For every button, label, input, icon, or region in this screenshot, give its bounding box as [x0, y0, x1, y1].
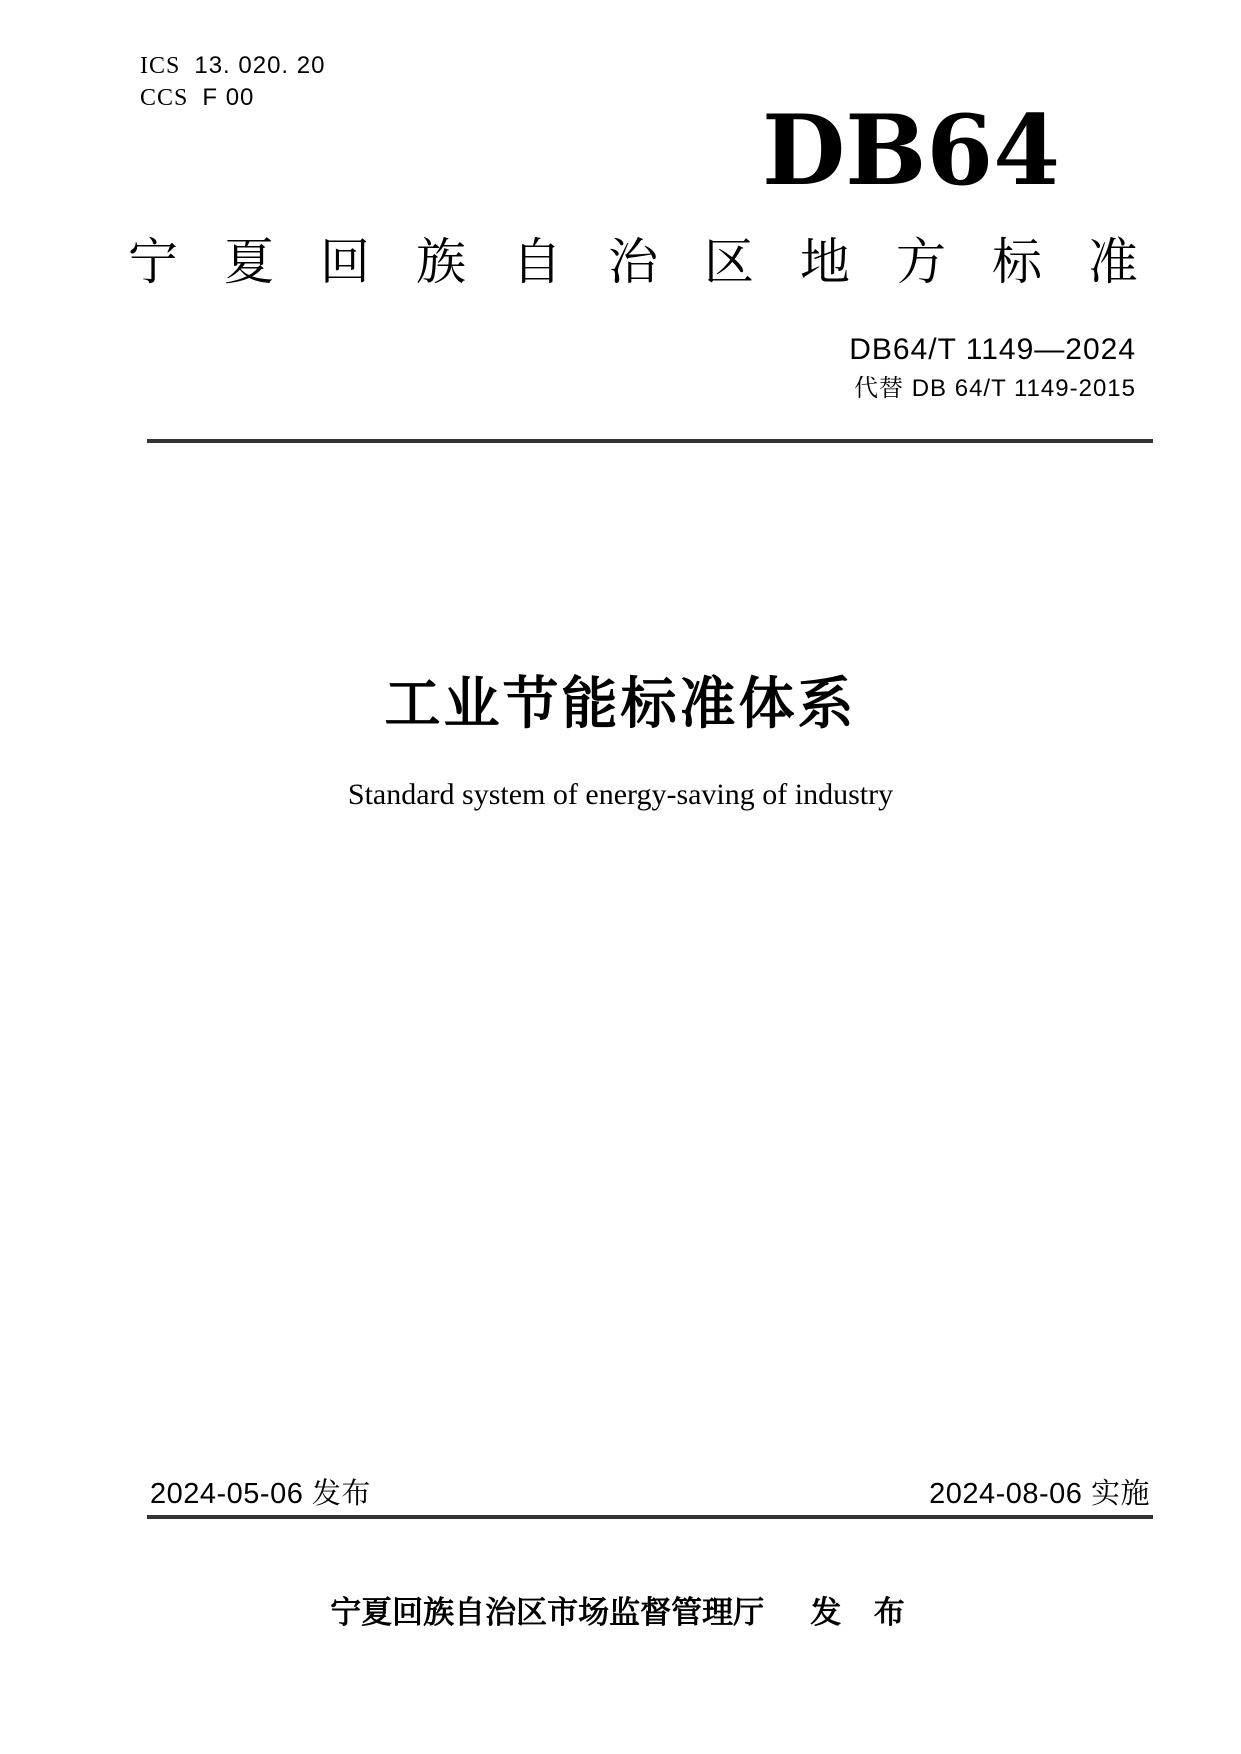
- standard-number: DB64/T 1149—2024: [849, 333, 1136, 366]
- ics-label: ICS: [140, 53, 181, 79]
- standard-type-heading: 宁夏回族自治区地方标准: [128, 234, 1184, 290]
- db64-logo: DB64: [762, 94, 1060, 207]
- publisher-row: [0, 1594, 1241, 1632]
- classification-codes: [140, 50, 325, 114]
- publisher-name: 宁夏回族自治区市场监督管理厅: [330, 1595, 765, 1630]
- ics-value: 13. 020. 20: [194, 52, 326, 79]
- ics-code-line: [140, 50, 325, 82]
- ccs-value: F 00: [202, 84, 255, 111]
- superseded-standard-note: 代替 DB 64/T 1149-2015: [854, 375, 1136, 402]
- document-title-en: Standard system of energy-saving of industry: [347, 778, 894, 811]
- ccs-label: CCS: [140, 85, 189, 111]
- ccs-code-line: [140, 82, 325, 114]
- document-title-zh: 工业节能标准体系: [384, 672, 857, 735]
- issue-date: 2024-05-06 发布: [150, 1478, 371, 1510]
- implement-date: 2024-08-06 实施: [929, 1478, 1150, 1510]
- bottom-horizontal-rule: [147, 1515, 1153, 1519]
- top-horizontal-rule: [147, 439, 1153, 443]
- publish-label: 发 布: [810, 1595, 911, 1630]
